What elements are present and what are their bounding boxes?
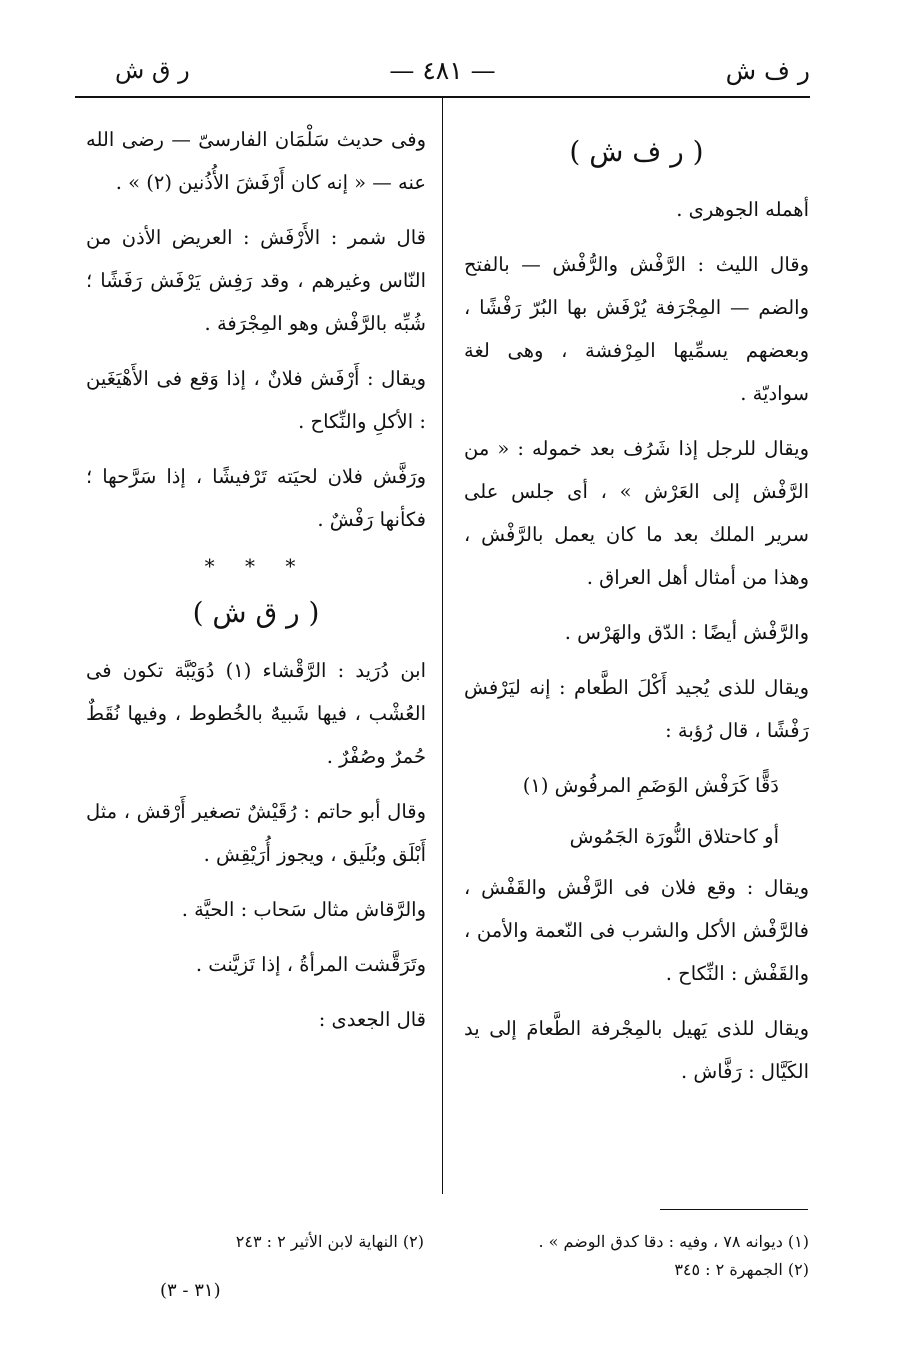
paragraph: ورَفَّش فلان لحيَته تَرْفيشًا ، إذا سَرَّحها ؛ فكأنها رَفْشٌ . <box>86 465 426 531</box>
page-number: — ٤٨١ — <box>389 56 496 85</box>
header-root-left: ر ق ش <box>115 56 190 84</box>
paragraph: ويقال للذى يُجيد أَكْلَ الطَّعام : إنه ليَرْفش رَفْشًا ، قال رُؤبة : <box>464 676 809 742</box>
paragraph: والرَّقاش مثال سَحاب : الحيَّة . <box>181 898 426 921</box>
paragraph: ابن دُرَيد : الرَّقْشاء (١) دُوَيْبَّة تكون فى العُشْب ، فيها شَبيهٌ بالخُطوط ، وفيها نُقَطٌ حُمرٌ وصُفْرٌ . <box>86 659 427 768</box>
verse-line: دَقًّا كَرَفْش الوَضَمِ المرفُوش (١) <box>522 774 779 797</box>
paragraph: وقال أبو حاتم : رُقَيْشٌ تصغير أَرْقش ، مثل أَبْلَق وبُلَيق ، ويجوز أُرَيْقِش . <box>86 800 426 866</box>
signature-mark: (٣١ - ٣) <box>160 1280 221 1301</box>
footnote: (٢) النهاية لابن الأثير ٢ : ٢٤٣ <box>235 1232 424 1251</box>
footnote-rule <box>660 1209 808 1210</box>
paragraph: وقال الليث : الرَّفْش والرُّفْش — بالفتح والضم — المِجْرَفة يُرْفَش بها البُرّ رَفْشًا ، وبعضهم يسمِّيها المِرْفشة ، وهى لغة سواديّة . <box>464 253 809 405</box>
verse-line: أو كاحتلاق النُّورَة الجَمُوش <box>569 825 779 848</box>
paragraph: ويقال : أَرْفَش فلانٌ ، إذا وَقع فى الأَهْيَغَين : الأكلِ والنِّكاح . <box>86 367 426 433</box>
footnotes-right <box>479 1228 809 1284</box>
section-separator: * * * <box>204 554 308 578</box>
header-root-right: ر ف ش <box>725 56 810 85</box>
footnote: (٢) الجمهرة ٢ : ٣٤٥ <box>674 1260 809 1279</box>
paragraph: والرَّفْش أيضًا : الدّق والهَرْس . <box>564 621 809 644</box>
right-column <box>464 118 809 1105</box>
paragraph: ويقال للرجل إذا شَرُف بعد خموله : « من الرَّفْش إلى العَرْش » ، أى جلس على سرير الملك بعد ما كان يعمل بالرَّفْش ، وهذا من أمثال أهل العراق . <box>464 437 809 589</box>
footnotes-left <box>94 1228 424 1256</box>
column-divider <box>442 98 443 1194</box>
paragraph: قال شمر : الأَرْفَش : العريض الأذن من النّاس وغيرهم ، وقد رَفِش يَرْفَش رَفَشًا ؛ شُبِّه بالرَّفْش وهو المِجْرَفة . <box>86 226 426 335</box>
entry-heading-rfsh: ( ر ف ش ) <box>569 135 704 168</box>
paragraph: وتَرَقَّشت المرأةُ ، إذا تَزيَّنت . <box>195 953 426 976</box>
paragraph: وفى حديث سَلْمَان الفارسىّ — رضى الله عنه — « إنه كان أَرْفَشَ الأُذُنين (٢) » . <box>86 128 426 194</box>
paragraph: ويقال : وقع فلان فى الرَّفْش والقَفْش ، فالرَّفْش الأكل والشرب فى النّعمة والأمن ، والقَفْش : النِّكاح . <box>464 876 809 985</box>
footnote: (١) ديوانه ٧٨ ، وفيه : دقا كدق الوضم » . <box>538 1232 809 1251</box>
paragraph: قال الجعدى : <box>318 1008 426 1031</box>
left-column <box>86 118 426 1053</box>
entry-heading-rqsh: ( ر ق ش ) <box>192 596 320 629</box>
paragraph: أهمله الجوهرى . <box>676 198 809 221</box>
page-header <box>75 56 810 96</box>
paragraph: ويقال للذى يَهيل بالمِجْرفة الطَّعامَ إلى يد الكَيَّال : رَفَّاش . <box>464 1017 809 1083</box>
